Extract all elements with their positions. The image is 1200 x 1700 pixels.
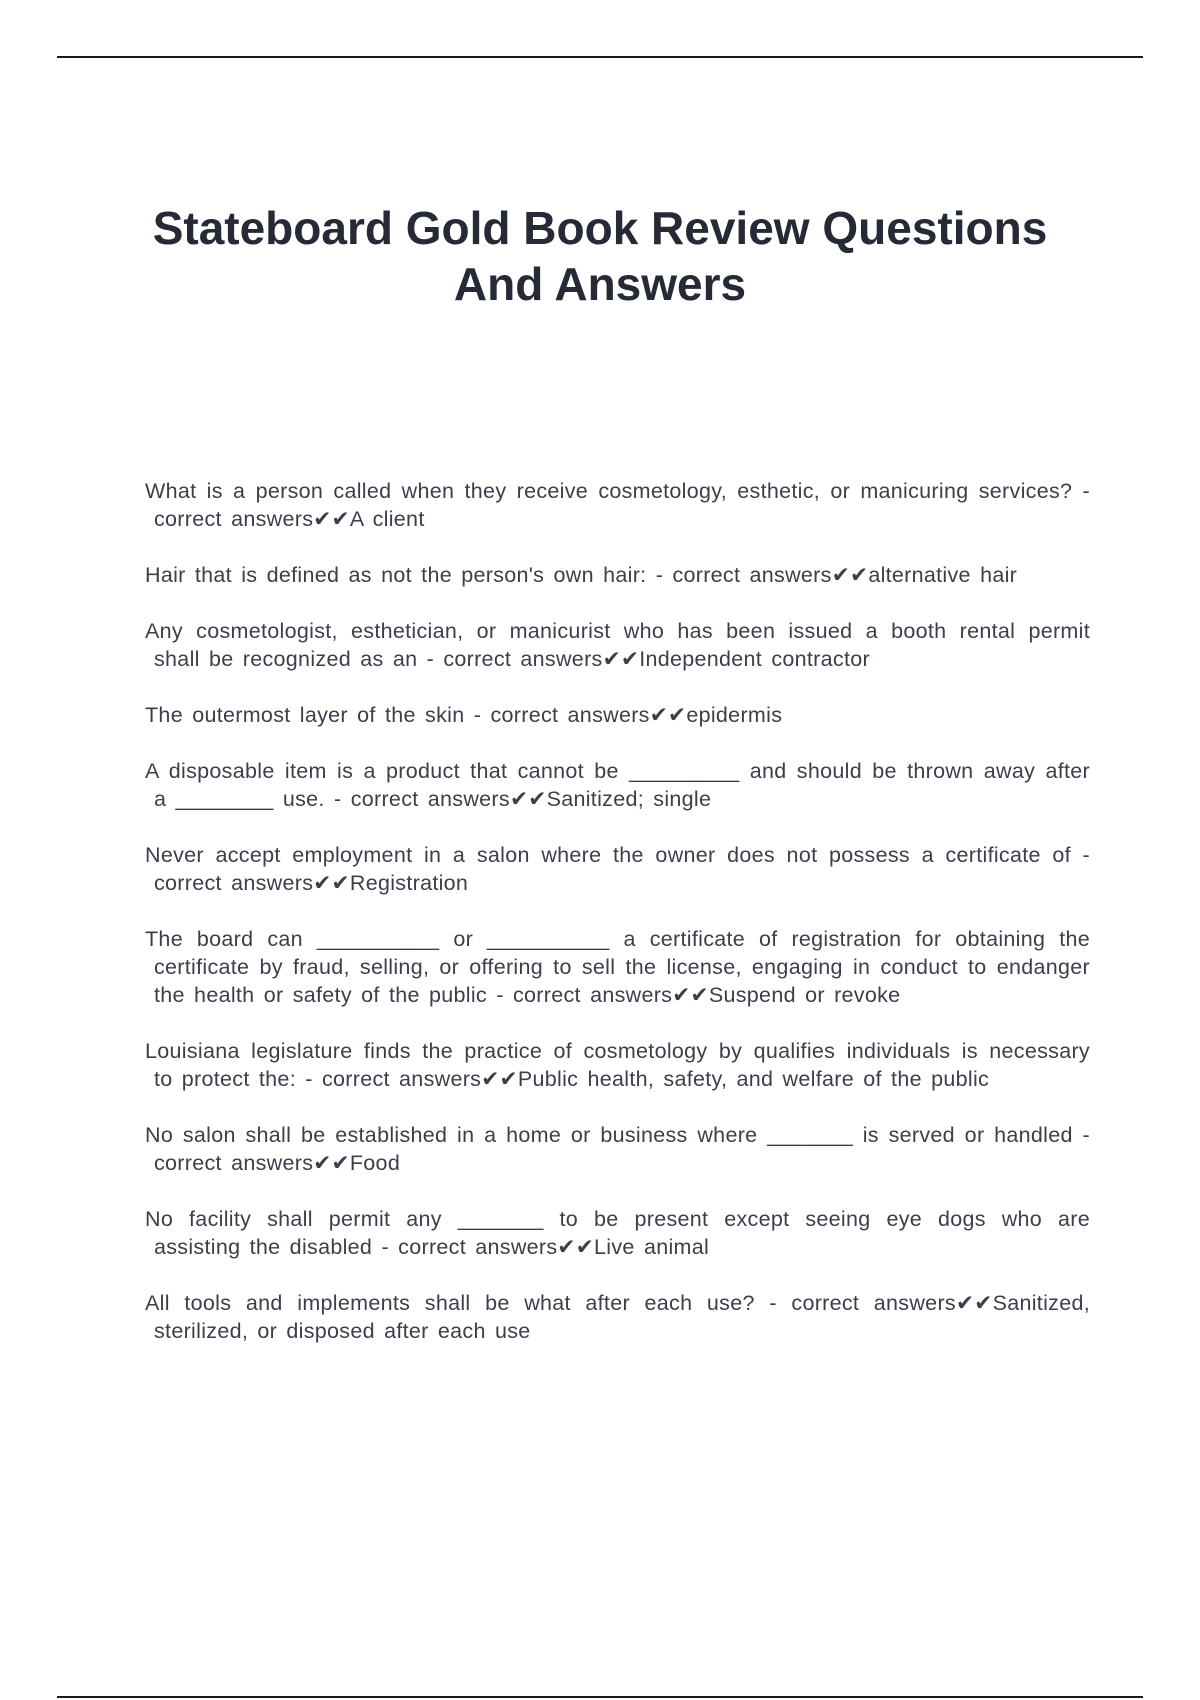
- qa-item: All tools and implements shall be what after each use? - correct answers✔✔Sanitized, sterilized, or disposed after each use: [145, 1291, 1090, 1343]
- qa-item: The board can __________ or __________ a certificate of registration for obtaining the certificate by fraud, selling, or offering to sell the license, engaging in conduct to endanger the health or safety of the public - correct answers✔✔Suspend or revoke: [145, 927, 1090, 1007]
- qa-list: [145, 477, 1090, 1373]
- qa-item: Hair that is defined as not the person's own hair: - correct answers✔✔alternative hair: [145, 563, 1018, 587]
- bottom-rule: [57, 1696, 1143, 1698]
- qa-item: What is a person called when they receive cosmetology, esthetic, or manicuring services? - correct answers✔✔A client: [145, 479, 1090, 531]
- qa-item: Any cosmetologist, esthetician, or manicurist who has been issued a booth rental permit shall be recognized as an - correct answers✔✔Independent contractor: [145, 619, 1090, 671]
- qa-item: No salon shall be established in a home or business where _______ is served or handled - correct answers✔✔Food: [145, 1123, 1090, 1175]
- page-title: [100, 200, 1100, 312]
- qa-item: A disposable item is a product that cannot be _________ and should be thrown away after a ________ use. - correct answers✔✔Sanitized; single: [145, 759, 1090, 811]
- qa-item: Louisiana legislature finds the practice of cosmetology by qualifies individuals is necessary to protect the: - correct answers✔✔Public health, safety, and welfare of the public: [145, 1039, 1090, 1091]
- qa-item: No facility shall permit any _______ to be present except seeing eye dogs who are assisting the disabled - correct answers✔✔Live animal: [145, 1207, 1090, 1259]
- qa-item: The outermost layer of the skin - correct answers✔✔epidermis: [145, 703, 783, 727]
- title-line-2: And Answers: [453, 258, 747, 310]
- top-rule: [57, 56, 1143, 58]
- title-line-1: Stateboard Gold Book Review Questions: [152, 202, 1048, 254]
- qa-item: Never accept employment in a salon where the owner does not possess a certificate of - correct answers✔✔Registration: [145, 843, 1090, 895]
